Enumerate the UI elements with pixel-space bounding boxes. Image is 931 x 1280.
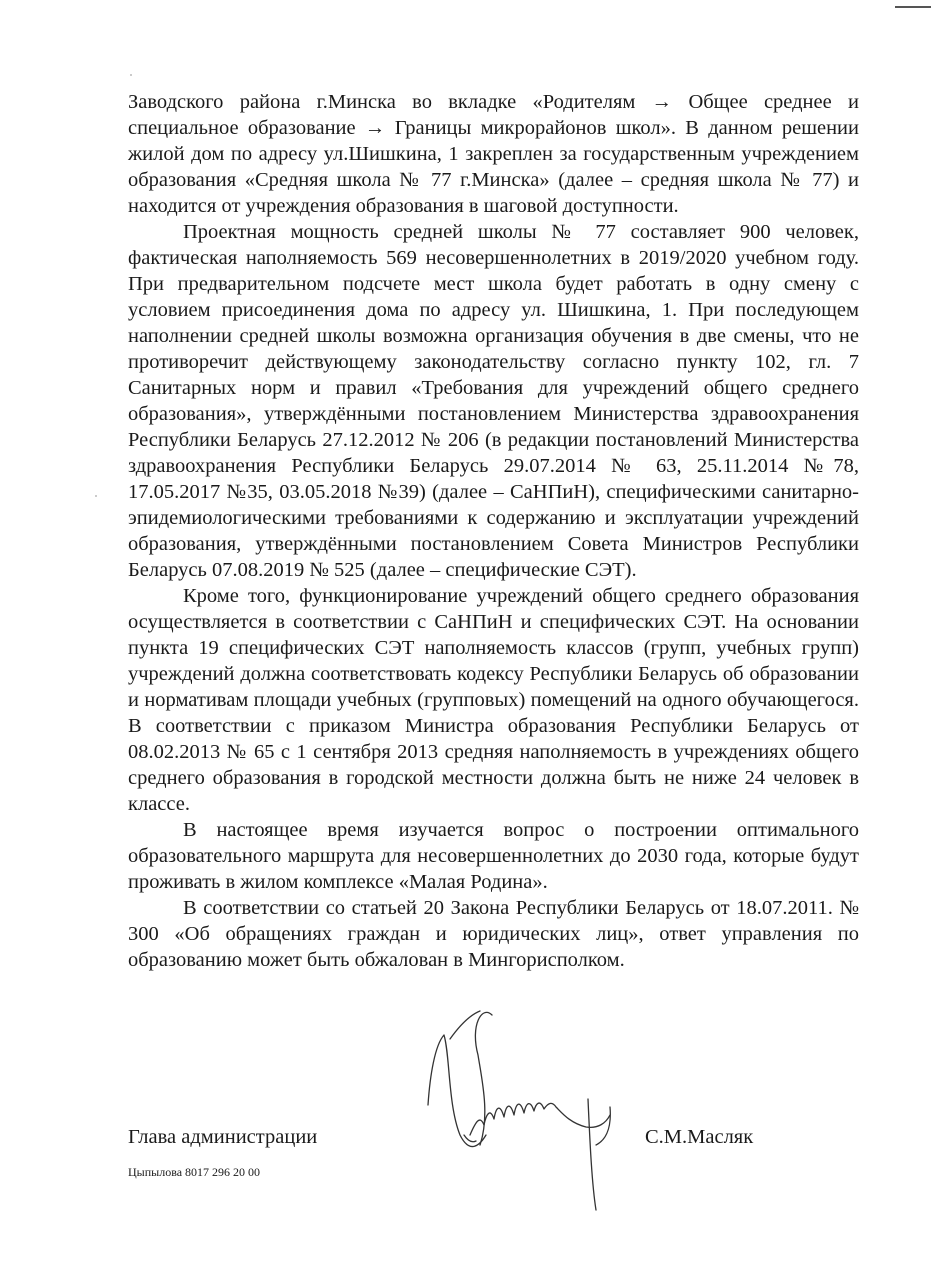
paragraph-1: Заводского района г.Минска во вкладке «Родителям → Общее среднее и специальное образование → Границы микрорайонов школ». В данном решении жилой дом по адресу ул.Шишкина, 1 закреплен за государственным учреждением образования «Средняя школа № 77 г.Минска» (далее – средняя школа № 77) и находится от учреждения образования в шаговой доступности. <box>128 91 859 217</box>
signatory-name: С.М.Масляк <box>645 1126 754 1148</box>
letter-body <box>128 89 859 973</box>
paragraph-5: В соответствии со статьей 20 Закона Республики Беларусь от 18.07.2011. № 300 «Об обращениях граждан и юридических лиц», ответ управления по образованию может быть обжалован в Мингорисполком. <box>128 897 859 971</box>
scan-speck <box>95 495 97 497</box>
page-edge-mark <box>895 6 931 8</box>
paragraph-2: Проектная мощность средней школы № 77 составляет 900 человек, фактическая наполняемость 569 несовершеннолетних в 2019/2020 учебном году. При предварительном подсчете мест школа будет работать в одну смену с условием присоединения дома по адресу ул. Шишкина, 1. При последующем наполнении средней школы возможна организация обучения в две смены, что не противоречит действующему законодательству согласно пункту 102, гл. 7 Санитарных норм и правил «Требования для учреждений общего среднего образования», утверждёнными постановлением Министерства здравоохранения Республики Беларусь 27.12.2012 № 206 (в редакции постановлений Министерства здравоохранения Республики Беларусь 29.07.2014 № 63, 25.11.2014 №78, 17.05.2017 №35, 03.05.2018 №39) (далее – СаНПиН), специфическими санитарно-эпидемиологическими требованиями к содержанию и эксплуатации учреждений образования, утверждёнными постановлением Совета Министров Республики Беларусь 07.08.2019 № 525 (далее – специфические СЭТ). <box>128 221 859 581</box>
executor-contact: Цыпылова 8017 296 20 00 <box>128 1165 261 1179</box>
paragraph-3: Кроме того, функционирование учреждений общего среднего образования осуществляется в соответствии с СаНПиН и специфических СЭТ. На основании пункта 19 специфических СЭТ наполняемость классов (групп, учебных групп) учреждений должна соответствовать кодексу Республики Беларусь об образовании и нормативам площади учебных (групповых) помещений на одного обучающегося. В соответствии с приказом Министра образования Республики Беларусь от 08.02.2013 № 65 с 1 сентября 2013 средняя наполняемость в учреждениях общего среднего образования в городской местности должна быть не ниже 24 человек в классе. <box>128 585 859 815</box>
handwritten-signature <box>420 995 620 1215</box>
signatory-title: Глава администрации <box>128 1126 318 1148</box>
scan-speck <box>130 74 132 76</box>
paragraph-4: В настоящее время изучается вопрос о построении оптимального образовательного маршрута для несовершеннолетних до 2030 года, которые будут проживать в жилом комплексе «Малая Родина». <box>128 819 859 893</box>
